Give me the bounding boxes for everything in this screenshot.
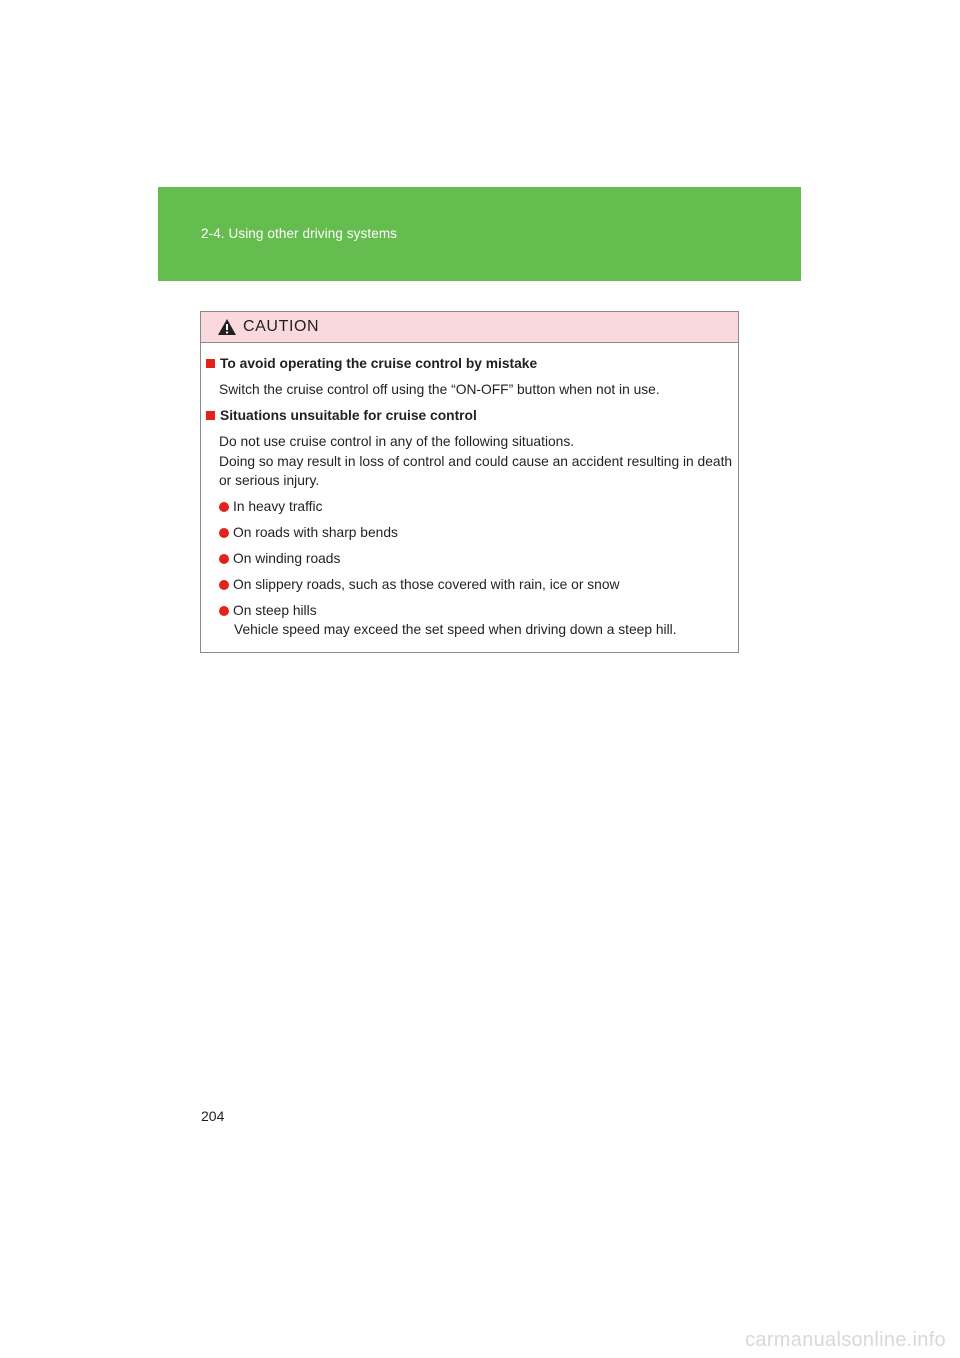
- page-number: 204: [201, 1108, 225, 1124]
- caution-text-2-line-1: Do not use cruise control in any of the following situations.: [219, 434, 575, 449]
- red-bullet-icon: [219, 580, 229, 590]
- caution-heading-1: To avoid operating the cruise control by mistake: [206, 356, 537, 371]
- red-bullet-icon: [219, 554, 229, 564]
- list-item: On steep hills: [219, 601, 317, 621]
- red-bullet-icon: [219, 606, 229, 616]
- caution-heading-2: Situations unsuitable for cruise control: [206, 408, 477, 423]
- red-bullet-icon: [219, 528, 229, 538]
- section-header-band: [158, 187, 801, 281]
- red-bullet-icon: [219, 502, 229, 512]
- caution-text-2-line-2: Doing so may result in loss of control and could cause an accident resulting in death: [219, 454, 733, 469]
- caution-header: [201, 312, 738, 343]
- warning-triangle-icon: [217, 318, 237, 336]
- watermark: carmanualsonline.info: [745, 1329, 946, 1351]
- bullet-note: Vehicle speed may exceed the set speed when driving down a steep hill.: [234, 622, 677, 637]
- red-square-icon: [206, 411, 215, 420]
- list-item: On winding roads: [219, 549, 340, 569]
- red-square-icon: [206, 359, 215, 368]
- list-item: In heavy traffic: [219, 497, 322, 517]
- list-item: On slippery roads, such as those covered with rain, ice or snow: [219, 575, 620, 595]
- section-title: 2-4. Using other driving systems: [201, 226, 398, 241]
- caution-box: [200, 311, 739, 653]
- list-item: On roads with sharp bends: [219, 523, 398, 543]
- caution-text-1: Switch the cruise control off using the “ON-OFF” button when not in use.: [219, 382, 660, 397]
- caution-label: CAUTION: [243, 318, 320, 335]
- caution-text-2-line-3: or serious injury.: [219, 473, 320, 488]
